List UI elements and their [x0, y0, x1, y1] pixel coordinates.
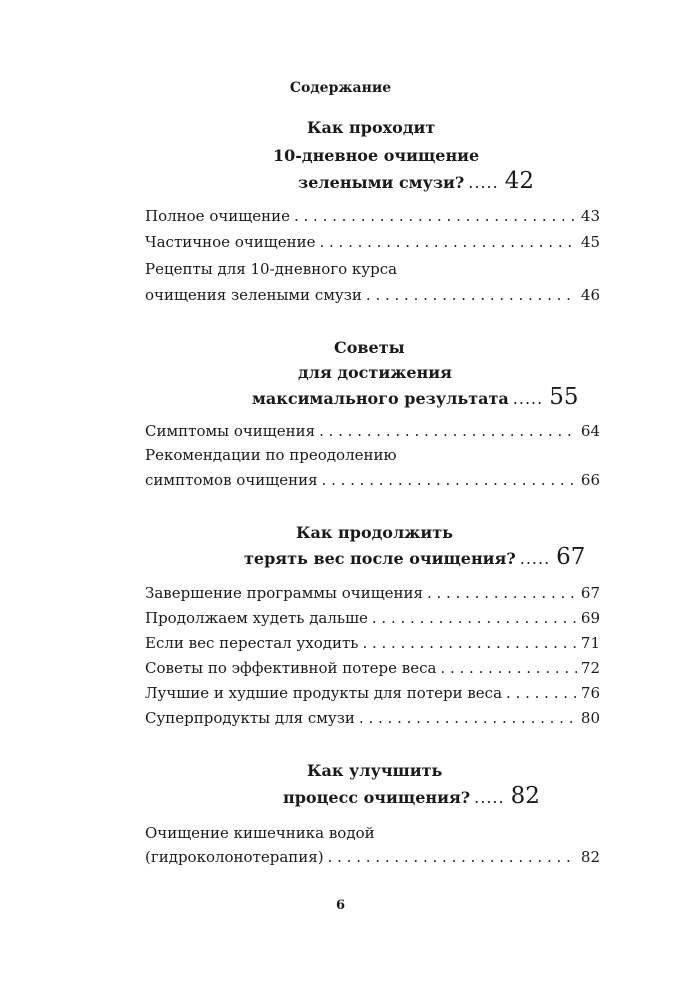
- toc-entry-title: Симптомы очищения: [145, 422, 316, 440]
- chapter-title-text: максимального результата: [252, 389, 509, 408]
- toc-entry-line[interactable]: Очищение кишечника водой: [145, 824, 375, 842]
- toc-entry-line[interactable]: Рецепты для 10-дневного курса: [145, 260, 398, 278]
- chapter-title-text: зелеными смузи?: [298, 173, 465, 192]
- chapter-leader: .....: [468, 173, 499, 192]
- toc-entry-title: Завершение программы очищения: [145, 584, 423, 602]
- chapter-title-line: Как продолжить: [296, 523, 454, 542]
- toc-entry[interactable]: [145, 469, 600, 491]
- dot-leader: [322, 469, 577, 491]
- chapter-page-number: 42: [504, 168, 534, 194]
- toc-entry-page: 76: [580, 684, 600, 702]
- chapter-page-number: 55: [549, 384, 579, 410]
- toc-entry-title: Суперпродукты для смузи: [145, 709, 355, 727]
- toc-entry-page: 66: [580, 471, 600, 489]
- chapter-title-line-last: [298, 169, 534, 195]
- chapter-page-number: 67: [556, 544, 586, 570]
- dot-leader: [319, 231, 576, 253]
- toc-entry-page: 80: [580, 709, 600, 727]
- toc-entry[interactable]: [145, 682, 600, 704]
- toc-entry-title: Советы по эффективной потере веса: [145, 659, 437, 677]
- toc-entry-page: 69: [580, 609, 600, 627]
- toc-entry[interactable]: [145, 582, 600, 604]
- dot-leader: [440, 657, 576, 679]
- chapter-title-line-last: [283, 784, 540, 810]
- toc-entry-page: 45: [580, 233, 600, 251]
- toc-entry[interactable]: [145, 284, 600, 306]
- dot-leader: [294, 205, 577, 227]
- chapter-title-line: Как проходит: [307, 118, 436, 137]
- dot-leader: [328, 846, 577, 868]
- chapter-leader: .....: [474, 788, 505, 807]
- toc-entry[interactable]: [145, 707, 600, 729]
- running-head: Содержание: [289, 80, 392, 96]
- dot-leader: [427, 582, 577, 604]
- dot-leader: [359, 707, 577, 729]
- toc-entry[interactable]: [145, 846, 600, 868]
- toc-entry[interactable]: [145, 231, 600, 253]
- chapter-title-text: терять вес после очищения?: [244, 549, 516, 568]
- toc-entry-title: симптомов очищения: [145, 471, 318, 489]
- chapter-page-number: 82: [510, 783, 540, 809]
- toc-entry-page: 72: [580, 659, 600, 677]
- toc-entry-page: 64: [580, 422, 600, 440]
- toc-entry-title: Продолжаем худеть дальше: [145, 609, 368, 627]
- toc-entry-title: Лучшие и худшие продукты для потери веса: [145, 684, 503, 702]
- chapter-title-line: для достижения: [298, 363, 452, 382]
- page-number: 6: [335, 898, 346, 913]
- toc-entry-page: 82: [580, 848, 600, 866]
- toc-entry[interactable]: [145, 632, 600, 654]
- chapter-title-line-last: [244, 545, 585, 571]
- toc-entry-page: 43: [580, 207, 600, 225]
- toc-entry-title: (гидроколонотерапия): [145, 848, 324, 866]
- chapter-title-line: 10-дневное очищение: [273, 146, 480, 165]
- toc-entry-title: Частичное очищение: [145, 233, 316, 251]
- chapter-title-line: Как улучшить: [307, 761, 443, 780]
- chapter-leader: .....: [512, 389, 544, 408]
- toc-entry-page: 46: [580, 286, 600, 304]
- toc-entry[interactable]: [145, 657, 600, 679]
- dot-leader: [362, 632, 576, 654]
- toc-entry-line[interactable]: Рекомендации по преодолению: [145, 446, 397, 464]
- chapter-title-line: Советы: [334, 338, 405, 357]
- chapter-title-text: процесс очищения?: [283, 788, 471, 807]
- dot-leader: [319, 420, 577, 442]
- toc-entry[interactable]: [145, 607, 600, 629]
- toc-entry-title: Если вес перестал уходить: [145, 634, 359, 652]
- toc-entry-page: 67: [580, 584, 600, 602]
- dot-leader: [366, 284, 577, 306]
- toc-entry[interactable]: [145, 420, 600, 442]
- toc-entry-title: Полное очищение: [145, 207, 290, 225]
- dot-leader: [506, 682, 577, 704]
- chapter-title-line-last: [252, 385, 579, 411]
- dot-leader: [372, 607, 577, 629]
- toc-entry-page: 71: [580, 634, 600, 652]
- chapter-leader: .....: [519, 549, 551, 568]
- toc-entry[interactable]: [145, 205, 600, 227]
- toc-entry-title: очищения зелеными смузи: [145, 286, 362, 304]
